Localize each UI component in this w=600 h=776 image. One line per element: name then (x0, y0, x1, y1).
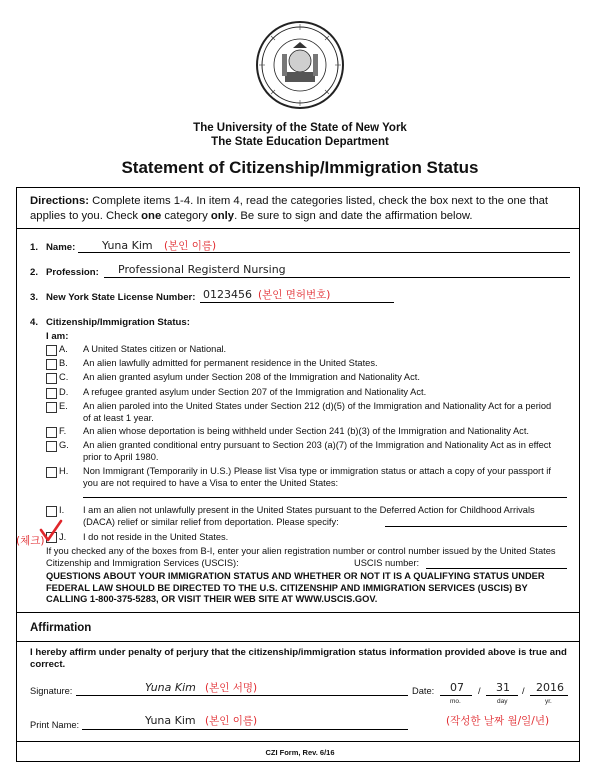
divider (17, 741, 579, 742)
name-underline (78, 252, 570, 253)
item-number: 3. (30, 292, 39, 303)
date-day-field[interactable]: 31 (496, 681, 510, 694)
department-name: The State Education Department (211, 136, 389, 148)
license-field[interactable]: 0123456 (203, 288, 252, 301)
license-label: New York State License Number: (46, 292, 196, 303)
date-slash: / (478, 686, 481, 696)
option-c-text: An alien granted asylum under Section 208 of the Immigration and Nationality Act. (83, 372, 420, 382)
license-underline (200, 302, 394, 303)
option-f-text: An alien whose deportation is being withheld under Section 241 (b)(3) of the Immigration and Nationality Act. (83, 426, 529, 436)
day-underline (486, 695, 518, 696)
name-field[interactable]: Yuna Kim (102, 239, 153, 252)
option-i-text: I am an alien not unlawfully present in the United States pursuant to the Deferred Action for Childhood Arrivals (DACA) relief or similar relief from deportation. Please specify: (83, 505, 535, 527)
option-a-text: A United States citizen or National. (83, 344, 227, 354)
option-letter: G. (59, 440, 69, 450)
option-letter: A. (59, 344, 68, 354)
checkbox-c[interactable] (46, 373, 57, 384)
month-caption: mo. (450, 698, 461, 705)
year-caption: yr. (545, 698, 552, 705)
date-note: (작성한 날짜 월/일/년) (446, 715, 550, 727)
option-e-text: An alien paroled into the United States under Section 212 (d)(5) of the Immigration and Nationality Act for a period of at least 1 year. (83, 401, 552, 423)
option-letter: F. (59, 426, 67, 436)
divider (17, 612, 579, 613)
option-letter: D. (59, 387, 69, 397)
profession-underline (104, 277, 570, 278)
date-slash: / (522, 686, 525, 696)
affirmation-title: Affirmation (30, 622, 92, 634)
option-letter: C. (59, 372, 69, 382)
status-label: Citizenship/Immigration Status: (46, 317, 190, 328)
checkbox-b[interactable] (46, 359, 57, 370)
option-j-text: I do not reside in the United States. (83, 532, 229, 542)
divider (17, 228, 579, 229)
name-note: (본인 이름) (164, 240, 217, 252)
checkbox-e[interactable] (46, 402, 57, 413)
profession-label: Profession: (46, 267, 99, 278)
license-note: (본인 면허번호) (258, 289, 331, 301)
directions: Directions: Complete items 1-4. In item 4, read the categories listed, check the box next to the one that applies to you. Check one category only. Be sure to sign and date the affirmation below. (30, 195, 549, 222)
year-underline (530, 695, 568, 696)
checkbox-a[interactable] (46, 345, 57, 356)
visa-underline (83, 497, 567, 498)
uscis-number-field[interactable] (426, 568, 567, 569)
signature-note: (본인 서명) (205, 682, 258, 694)
checkbox-h[interactable] (46, 467, 57, 478)
signature-underline (76, 695, 408, 696)
registration-text: If you checked any of the boxes from B-I, enter your alien registration number or control number issued by the United States Citizenship and Immigration Services (USCIS): (46, 546, 556, 568)
date-label: Date: (412, 686, 435, 696)
divider (17, 641, 579, 642)
checkbox-d[interactable] (46, 388, 57, 399)
option-g-text: An alien granted conditional entry pursuant to Section 203 (a)(7) of the Immigration and Nationality Act as in effect prior to April 1980. (83, 440, 552, 462)
checkbox-i[interactable] (46, 506, 57, 517)
option-b-text: An alien lawfully admitted for permanent residence in the United States. (83, 358, 378, 368)
uscis-number-label: USCIS number: (354, 558, 420, 568)
form-title: Statement of Citizenship/Immigration Status (121, 158, 479, 177)
checkbox-f[interactable] (46, 427, 57, 438)
name-label: Name: (46, 242, 76, 253)
daca-underline (385, 526, 567, 527)
day-caption: day (497, 698, 508, 705)
university-name: The University of the State of New York (193, 122, 407, 134)
option-letter: H. (59, 466, 69, 476)
item-number: 2. (30, 267, 39, 278)
date-month-field[interactable]: 07 (450, 681, 464, 694)
option-letter: J. (59, 532, 67, 542)
item-number: 4. (30, 317, 39, 328)
date-year-field[interactable]: 2016 (536, 681, 564, 694)
print-name-label: Print Name: (30, 720, 80, 730)
option-letter: E. (59, 401, 68, 411)
signature-label: Signature: (30, 686, 73, 696)
signature-field[interactable]: Yuna Kim (145, 681, 196, 694)
profession-field[interactable]: Professional Registerd Nursing (118, 263, 286, 276)
option-d-text: A refugee granted asylum under Section 207 of the Immigration and Nationality Act. (83, 387, 427, 397)
print-name-note: (본인 이름) (205, 715, 258, 727)
checkbox-g[interactable] (46, 441, 57, 452)
print-name-field[interactable]: Yuna Kim (145, 714, 196, 727)
option-letter: B. (59, 358, 68, 368)
month-underline (440, 695, 472, 696)
i-am-label: I am: (46, 331, 69, 342)
print-name-underline (82, 729, 408, 730)
affirmation-text: I hereby affirm under penalty of perjury that the citizenship/immigration status information provided above is true and correct. (30, 647, 567, 670)
check-note: (체크) (16, 535, 45, 547)
form-footer: CZI Form, Rev. 6/16 (265, 748, 335, 757)
state-seal-icon (255, 20, 345, 110)
option-letter: I. (59, 505, 65, 515)
item-number: 1. (30, 242, 39, 253)
option-h-text: Non Immigrant (Temporarily in U.S.) Please list Visa type or immigration status or attach a copy of your passport if you are not required to have a Visa to enter the United States: (83, 466, 551, 488)
questions-notice: QUESTIONS ABOUT YOUR IMMIGRATION STATUS AND WHETHER OR NOT IT IS A QUALIFYING STATUS UNDER FEDERAL LAW SHOULD BE DIRECTED TO THE U.S. CITIZENSHIP AND IMMIGRATION SERVICES (USCIS) BY CALLING 1-800-375-5283, OR VISIT THEIR WEB SITE AT WWW.USCIS.GOV. (46, 571, 545, 604)
